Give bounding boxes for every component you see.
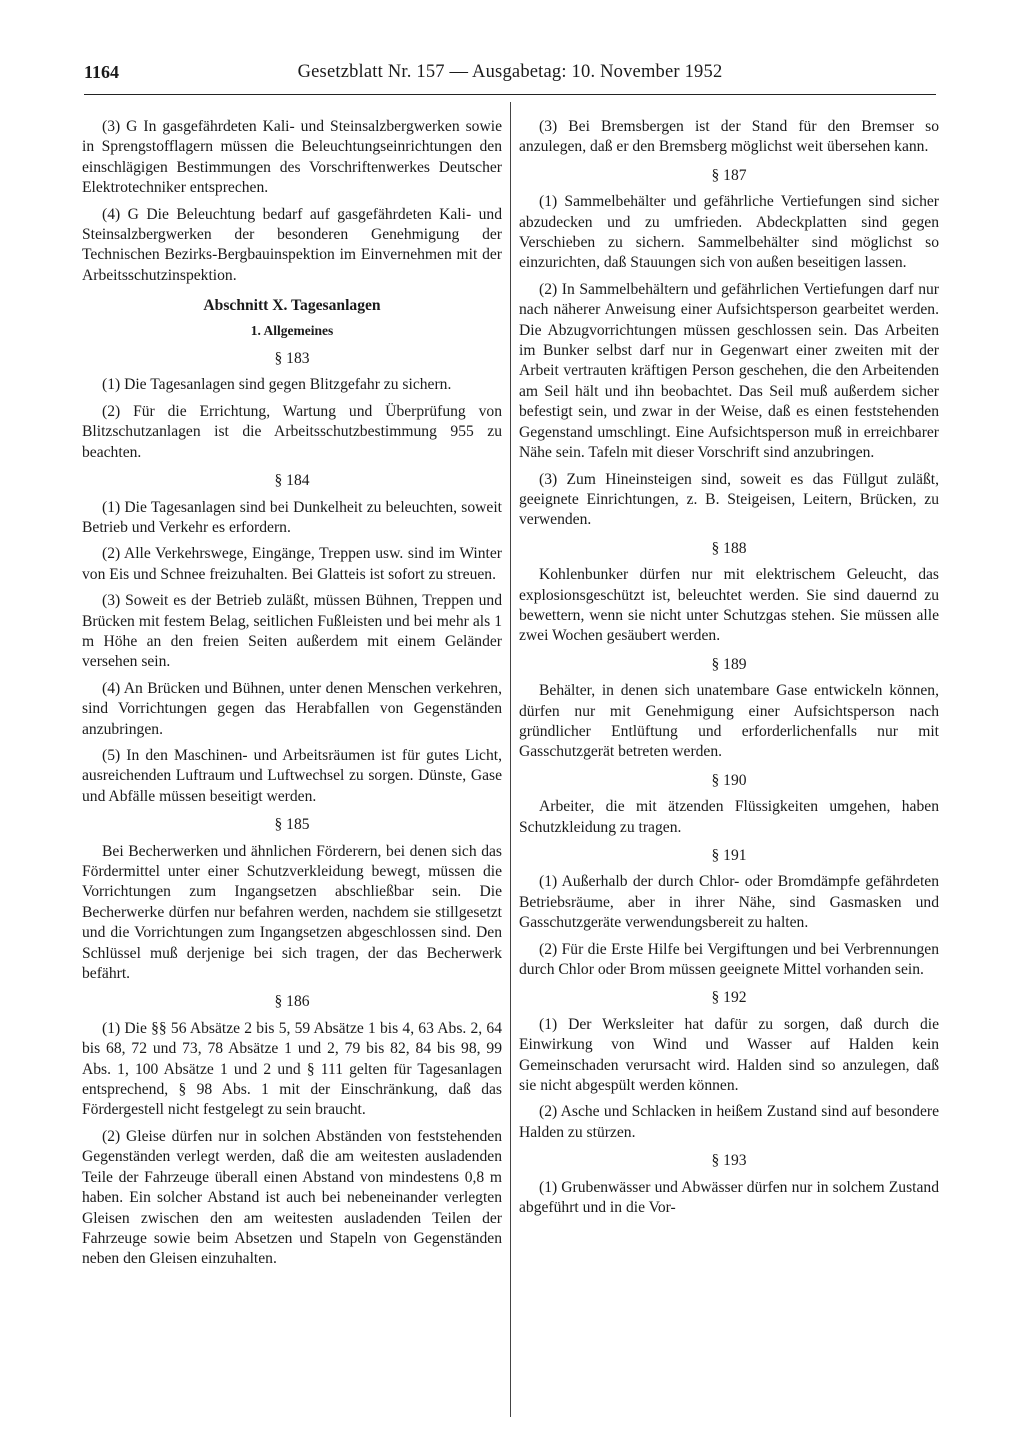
paragraph: (4) An Brücken und Bühnen, unter denen Menschen verkehren, sind Vorrichtungen gegen das Herabfallen von Gegenständen anzubringen.	[82, 679, 502, 738]
paragraph: (3) G In gasgefährdeten Kali- und Steinsalzbergwerken sowie in Sprengstofflagern müssen die Beleuchtungseinrichtungen den einschlägigen Bestimmungen des Vorschriftenwerkes Deutscher Elektrotechniker entsprechen.	[82, 118, 502, 197]
paragraph: (2) Asche und Schlacken in heißem Zustand sind auf besondere Halden zu stürzen.	[519, 1103, 939, 1141]
paragraph: (2) Alle Verkehrswege, Eingänge, Treppen usw. sind im Winter von Eis und Schnee freizuhalten. Bei Glatteis ist sofort zu streuen.	[82, 545, 502, 583]
subsection-heading: 1. Allgemeines	[250, 322, 334, 338]
paragraph: (1) Die §§ 56 Absätze 2 bis 5, 59 Absätze 1 bis 4, 63 Abs. 2, 64 bis 68, 72 und 73, 78 Absätze 1 und 2, 79 bis 82, 84 bis 98, 99 Abs. 1, 100 Absätze 1 und 2 und § 111 gelten für Tagesanlagen entsprechend, § 98 Abs. 1 mit der Einschränkung, daß das Fördergestell nicht festgelegt zu sein braucht.	[82, 1019, 502, 1119]
paragraph: (2) Für die Erste Hilfe bei Vergiftungen und bei Verbrennungen durch Chlor oder Brom müssen geeignete Mittel vorhanden sein.	[519, 940, 939, 979]
page-number: 1164	[84, 62, 120, 82]
section-number: § 183	[274, 350, 310, 368]
section-number: § 191	[711, 847, 747, 864]
paragraph: Kohlenbunker dürfen nur mit elektrischem Geleucht, das explosionsgeschützt ist, beleuchtet werden. Sie sind dauernd zu bewettern, wenn sie nicht unter Schutzgas stehen. Sie müssen alle zwei Wochen gesäubert werden.	[519, 566, 939, 645]
section-number: § 188	[711, 539, 747, 557]
chapter-heading: Abschnitt X. Tagesanlagen	[203, 297, 381, 315]
paragraph: (3) Zum Hineinsteigen sind, soweit es das Füllgut zuläßt, geeignete Einrichtungen, z. B. Steigeisen, Leitern, Brücken, zu verwenden.	[519, 470, 939, 529]
paragraph: (3) Bei Bremsbergen ist der Stand für den Bremser so anzulegen, daß er den Bremsberg möglichst weit übersehen kann.	[519, 118, 939, 156]
paragraph: (1) Die Tagesanlagen sind gegen Blitzgefahr zu sichern.	[102, 376, 452, 394]
paragraph: (4) G Die Beleuchtung bedarf auf gasgefährdeten Kali- und Steinsalzbergwerken der besonderen Genehmigung der Technischen Bezirks-Bergbauinspektion im Einvernehmen mit der Arbeitsschutzinspektion.	[82, 205, 502, 284]
section-number: § 185	[274, 816, 310, 834]
paragraph: Bei Becherwerken und ähnlichen Förderern, bei denen sich das Fördermittel unter einer Schutzverkleidung bewegt, müssen die Vorrichtungen zum Ingangsetzen abschließbar sein. Die Becherwerke dürfen nur befahren werden, nachdem sie stillgesetzt und die Vorrichtungen zum Ingangsetzen abgeschlossen sind. Den Schlüssel muß derjenige bei sich tragen, der das Becherwerk befährt.	[82, 842, 502, 983]
paragraph: (1) Grubenwässer und Abwässer dürfen nur in solchem Zustand abgeführt und in die Vor-	[519, 1178, 939, 1217]
section-number: § 186	[274, 993, 310, 1011]
paragraph: (1) Der Werksleiter hat dafür zu sorgen, daß durch die Einwirkung von Wind und Wasser auf Halden kein Gemeinschaden verursacht wird. Halden sind so anzulegen, daß sie nicht abgespült werden können.	[519, 1015, 939, 1095]
section-number: § 193	[711, 1152, 747, 1170]
left-column	[82, 117, 502, 1417]
page-header	[84, 60, 936, 95]
paragraph: (1) Außerhalb der durch Chlor- oder Bromdämpfe gefährdeten Betriebsräume, aber in ihrer Nähe, sind Gasmasken und Gasschutzgeräte verwendungsbereit zu halten.	[519, 873, 939, 932]
column-divider	[510, 102, 511, 1417]
paragraph: Behälter, in denen sich unatembare Gase entwickeln können, dürfen nur mit Genehmigung einer Aufsichtsperson nach gründlicher Entlüftung und erforderlichenfalls nur mit Gasschutzgerät betreten werden.	[519, 682, 939, 761]
paragraph: (2) In Sammelbehältern und gefährlichen Vertiefungen darf nur nach näherer Anweisung einer Aufsichtsperson gearbeitet werden. Die Abzugvorrichtungen müssen geschlossen sein. Das Arbeiten im Bunker selbst darf nur in Gegenwart einer zweiten mit der Arbeit vertrauten kräftigen Person geschehen, die den Arbeitenden am Seil hält und ihn beobachtet. Das Seil muß außerdem sicher befestigt sein, und zwar in der Weise, daß es einen feststehenden Gegenstand umschlingt. Eine Aufsichtsperson muß in erreichbarer Nähe sein. Tafeln mit dieser Vorschrift sind anzubringen.	[519, 280, 939, 462]
paragraph: (5) In den Maschinen- und Arbeitsräumen ist für gutes Licht, ausreichenden Luftraum und Luftwechsel zu sorgen. Dünste, Gase und Abfälle müssen beseitigt werden.	[82, 746, 502, 805]
paragraph: (3) Soweit es der Betrieb zuläßt, müssen Bühnen, Treppen und Brücken mit festem Belag, seitlichen Fußleisten und bei mehr als 1 m Höhe an den freien Seiten außerdem mit einem Geländer versehen sein.	[82, 592, 502, 671]
section-number: § 189	[711, 655, 747, 673]
paragraph: (2) Gleise dürfen nur in solchen Abständen von feststehenden Gegenständen verlegt werden, daß die am weitesten ausladenden Teile der Fahrzeuge überall einen Abstand von mindestens 0,8 m haben. Ein solcher Abstand ist auch bei nebeneinander verlegten Gleisen zwischen den am weitesten ausladenden Teilen der Fahrzeuge sowie beim Absetzen und Stapeln von Gegenständen neben den Gleisen einzuhalten.	[82, 1127, 502, 1268]
paragraph: (1) Die Tagesanlagen sind bei Dunkelheit zu beleuchten, soweit Betrieb und Verkehr es erfordern.	[82, 498, 502, 536]
paragraph: (1) Sammelbehälter und gefährliche Vertiefungen sind sicher abzudecken und zu umfrieden. Abdeckplatten sind gegen Verschieben zu sichern. Sammelbehälter sind möglichst so einzurichten, daß Stauungen sich von außen beseitigen lassen.	[519, 193, 939, 272]
section-number: § 184	[274, 472, 310, 490]
paragraph: Arbeiter, die mit ätzenden Flüssigkeiten umgehen, haben Schutzkleidung zu tragen.	[519, 798, 939, 836]
gazette-title: Gesetzblatt Nr. 157 — Ausgabetag: 10. November 1952	[297, 62, 723, 82]
section-number: § 187	[711, 166, 747, 184]
paragraph: (2) Für die Errichtung, Wartung und Überprüfung von Blitzschutzanlagen ist die Arbeitsschutzbestimmung 955 zu beachten.	[82, 402, 502, 461]
section-number: § 190	[711, 771, 747, 789]
right-column	[519, 117, 939, 1417]
section-number: § 192	[711, 989, 747, 1007]
